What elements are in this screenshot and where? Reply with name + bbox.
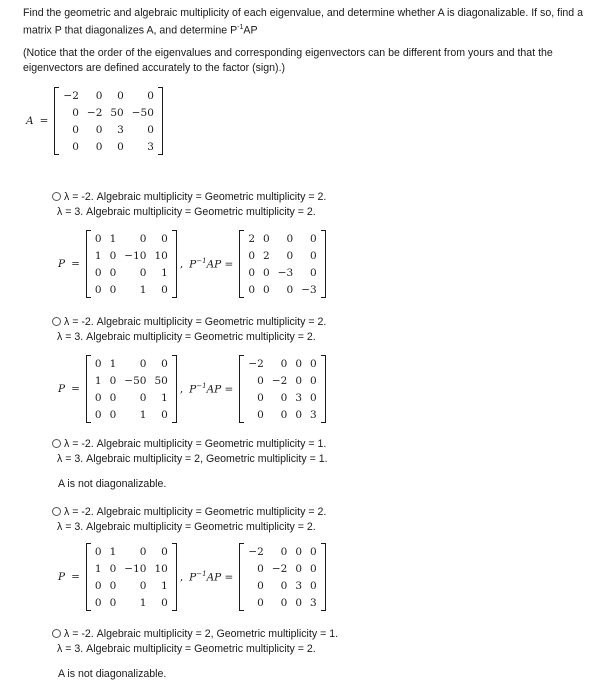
matrix-cell: 0 bbox=[109, 249, 117, 262]
matrix-cell: 0 bbox=[117, 89, 124, 102]
matrix-cell: 0 bbox=[161, 283, 168, 296]
matrix-cell: 0 bbox=[94, 266, 102, 279]
option-1-matrices: P = 0 1 0 0 1 0 −10 10 0 0 0 1 0 0 1 0 , $P^{-1}AP$ = 2 0 0 0 0 2 0 0 0 0 −3 0 0 0 0 −3 bbox=[58, 230, 326, 298]
matrix-cell: 0 bbox=[310, 562, 317, 575]
matrix-cell: −2 bbox=[248, 545, 264, 558]
matrix-cell: 0 bbox=[109, 283, 117, 296]
matrix-cell: 0 bbox=[117, 140, 124, 153]
matrix-cell: 0 bbox=[72, 140, 79, 153]
matrix-cell: 0 bbox=[257, 391, 264, 404]
matrix-cell: 0 bbox=[257, 579, 264, 592]
matrix-cell: −50 bbox=[131, 106, 154, 119]
matrix-cell: 0 bbox=[139, 545, 147, 558]
matrix-cell: 3 bbox=[310, 596, 317, 609]
matrix-cell: 0 bbox=[109, 391, 117, 404]
matrix-cell: −2 bbox=[86, 106, 103, 119]
matrix-cell: 1 bbox=[161, 579, 168, 592]
matrix-cell: 1 bbox=[139, 283, 147, 296]
matrix-cell: 0 bbox=[94, 283, 102, 296]
option-3-note: A is not diagonalizable. bbox=[58, 478, 167, 490]
matrix-cell: 0 bbox=[286, 249, 294, 262]
matrix-cell: 0 bbox=[280, 545, 288, 558]
matrix-cell: 0 bbox=[280, 391, 288, 404]
matrix-cell: −3 bbox=[301, 283, 317, 296]
matrix-cell: 0 bbox=[310, 249, 317, 262]
matrix-cell: 0 bbox=[257, 562, 264, 575]
matrix-cell: −3 bbox=[277, 266, 294, 279]
matrix-cell: 0 bbox=[95, 89, 103, 102]
matrix-cell: 1 bbox=[94, 562, 102, 575]
matrix-cell: 0 bbox=[295, 374, 303, 387]
matrix-cell: 0 bbox=[109, 596, 117, 609]
matrix-cell: 0 bbox=[95, 123, 103, 136]
matrix-cell: 0 bbox=[147, 123, 154, 136]
matrix-cell: 0 bbox=[94, 545, 102, 558]
matrix-cell: 0 bbox=[161, 545, 168, 558]
matrix-cell: 50 bbox=[154, 374, 168, 387]
matrix-cell: 1 bbox=[109, 232, 117, 245]
option-5-note: A is not diagonalizable. bbox=[58, 668, 167, 680]
matrix-cell: 0 bbox=[139, 391, 147, 404]
matrix-cell: 0 bbox=[109, 408, 117, 421]
matrix-cell: 0 bbox=[295, 357, 303, 370]
option-2-matrices: P = 0 1 0 0 1 0 −50 50 0 0 0 1 0 0 1 0 , $P^{-1}AP$ = −2 0 0 0 0 −2 0 0 0 0 3 0 0 0 0 3 bbox=[58, 355, 326, 423]
matrix-cell: 0 bbox=[94, 408, 102, 421]
matrix-cell: 0 bbox=[161, 357, 168, 370]
matrix-cell: 0 bbox=[161, 232, 168, 245]
radio-button[interactable] bbox=[52, 507, 61, 516]
matrix-cell: 0 bbox=[280, 596, 288, 609]
matrix-cell: 0 bbox=[257, 374, 264, 387]
matrix-cell: 0 bbox=[248, 266, 256, 279]
matrix-cell: 0 bbox=[286, 232, 294, 245]
option-4-matrices: P = 0 1 0 0 1 0 −10 10 0 0 0 1 0 0 1 0 , $P^{-1}AP$ = −2 0 0 0 0 −2 0 0 0 0 3 0 0 0 0 3 bbox=[58, 543, 326, 611]
radio-button[interactable] bbox=[52, 317, 61, 326]
matrix-cell: 0 bbox=[161, 596, 168, 609]
matrix-cell: 0 bbox=[310, 545, 317, 558]
matrix-cell: 0 bbox=[147, 89, 154, 102]
option-2[interactable]: λ = -2. Algebraic multiplicity = Geometric multiplicity = 2. λ = 3. Algebraic multiplicity = Geometric multiplicity = 2. bbox=[52, 315, 326, 345]
matrix-cell: 2 bbox=[263, 249, 270, 262]
matrix-cell: −2 bbox=[271, 374, 288, 387]
matrix-cell: 1 bbox=[139, 408, 147, 421]
matrix-cell: 3 bbox=[147, 140, 154, 153]
question-text: Find the geometric and algebraic multiplicity of each eigenvalue, and determine whether A is diagonalizable. If so, find a matrix P that diagonalizes A, and determine $P^{-1}AP$ bbox=[23, 7, 584, 37]
matrix-cell: 0 bbox=[310, 266, 317, 279]
matrix-cell: −2 bbox=[248, 357, 264, 370]
matrix-cell: 0 bbox=[139, 266, 147, 279]
matrix-cell: −2 bbox=[63, 89, 79, 102]
matrix-cell: 10 bbox=[154, 562, 168, 575]
matrix-cell: 0 bbox=[72, 106, 79, 119]
matrix-cell: 0 bbox=[109, 562, 117, 575]
matrix-cell: 0 bbox=[94, 391, 102, 404]
matrix-cell: −10 bbox=[124, 562, 147, 575]
matrix-cell: 3 bbox=[295, 579, 303, 592]
matrix-cell: 50 bbox=[110, 106, 124, 119]
matrix-cell: 0 bbox=[139, 232, 147, 245]
matrix-cell: −50 bbox=[124, 374, 147, 387]
matrix-cell: −2 bbox=[271, 562, 288, 575]
matrix-cell: 1 bbox=[161, 266, 168, 279]
matrix-cell: 0 bbox=[295, 408, 303, 421]
matrix-cell: 3 bbox=[310, 408, 317, 421]
radio-button[interactable] bbox=[52, 439, 61, 448]
matrix-cell: 0 bbox=[295, 596, 303, 609]
matrix-cell: 0 bbox=[248, 249, 256, 262]
matrix-cell: 0 bbox=[295, 562, 303, 575]
matrix-cell: 0 bbox=[109, 266, 117, 279]
matrix-cell: 0 bbox=[94, 357, 102, 370]
option-1[interactable]: λ = -2. Algebraic multiplicity = Geometric multiplicity = 2. λ = 3. Algebraic multiplicity = Geometric multiplicity = 2. bbox=[52, 190, 326, 220]
matrix-cell: −10 bbox=[124, 249, 147, 262]
matrix-cell: 0 bbox=[257, 408, 264, 421]
matrix-cell: 0 bbox=[109, 374, 117, 387]
option-3[interactable]: λ = -2. Algebraic multiplicity = Geometric multiplicity = 1. λ = 3. Algebraic multiplicity = 2, Geometric multiplicity = 1. bbox=[52, 437, 328, 467]
matrix-cell: 0 bbox=[94, 232, 102, 245]
matrix-cell: 0 bbox=[286, 283, 294, 296]
matrix-cell: 0 bbox=[280, 579, 288, 592]
matrix-cell: 1 bbox=[109, 357, 117, 370]
matrix-cell: 0 bbox=[72, 123, 79, 136]
matrix-cell: 0 bbox=[263, 266, 270, 279]
matrix-cell: 0 bbox=[161, 408, 168, 421]
matrix-cell: 0 bbox=[139, 579, 147, 592]
matrix-cell: 0 bbox=[310, 357, 317, 370]
matrix-cell: 0 bbox=[310, 579, 317, 592]
matrix-cell: 0 bbox=[263, 232, 270, 245]
matrix-cell: 0 bbox=[310, 374, 317, 387]
matrix-cell: 1 bbox=[139, 596, 147, 609]
matrix-cell: 2 bbox=[248, 232, 256, 245]
matrix-cell: 1 bbox=[94, 249, 102, 262]
radio-button[interactable] bbox=[52, 629, 61, 638]
matrix-cell: 0 bbox=[248, 283, 256, 296]
matrix-cell: 0 bbox=[95, 140, 103, 153]
matrix-cell: 0 bbox=[263, 283, 270, 296]
matrix-cell: 0 bbox=[257, 596, 264, 609]
matrix-cell: 0 bbox=[310, 232, 317, 245]
matrix-cell: 3 bbox=[117, 123, 124, 136]
matrix-cell: 0 bbox=[280, 408, 288, 421]
matrix-cell: 1 bbox=[109, 545, 117, 558]
matrix-cell: 0 bbox=[94, 579, 102, 592]
matrix-cell: 0 bbox=[94, 596, 102, 609]
option-5[interactable]: λ = -2. Algebraic multiplicity = 2, Geometric multiplicity = 1. λ = 3. Algebraic multiplicity = Geometric multiplicity = 2. bbox=[52, 627, 338, 657]
option-4[interactable]: λ = -2. Algebraic multiplicity = Geometric multiplicity = 2. λ = 3. Algebraic multiplicity = Geometric multiplicity = 2. bbox=[52, 505, 326, 535]
matrix-cell: 0 bbox=[139, 357, 147, 370]
matrix-cell: 0 bbox=[295, 545, 303, 558]
matrix-cell: 10 bbox=[154, 249, 168, 262]
matrix-cell: 3 bbox=[295, 391, 303, 404]
matrix-cell: 0 bbox=[280, 357, 288, 370]
matrix-cell: 1 bbox=[161, 391, 168, 404]
matrix-a: A = −2 0 0 0 0 −2 50 −50 0 0 3 0 0 0 0 3 bbox=[26, 87, 163, 155]
matrix-cell: 1 bbox=[94, 374, 102, 387]
matrix-cell: 0 bbox=[310, 391, 317, 404]
radio-button[interactable] bbox=[52, 192, 61, 201]
question-note: (Notice that the order of the eigenvalues and corresponding eigenvectors can be different from yours and that the eigenvectors are defined accurately to the factor (sign).) bbox=[23, 47, 553, 74]
matrix-cell: 0 bbox=[109, 579, 117, 592]
